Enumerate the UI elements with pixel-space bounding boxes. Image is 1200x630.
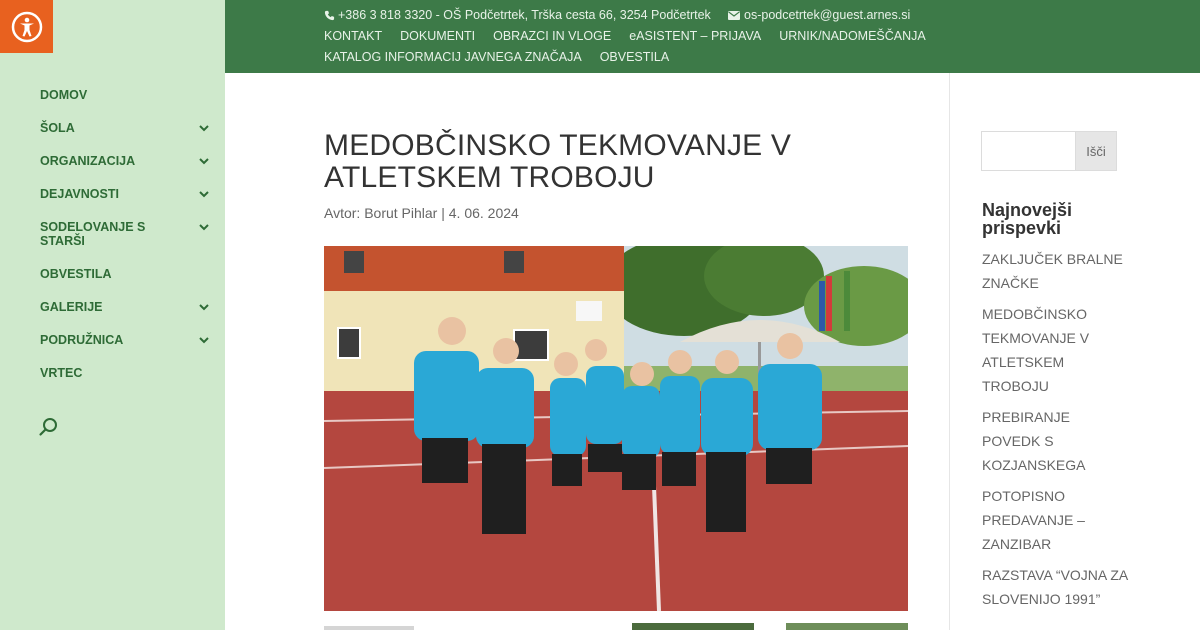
- mail-icon: [728, 11, 740, 20]
- sidebar-item-sola[interactable]: ŠOLA: [40, 121, 210, 135]
- phone-icon: [324, 10, 335, 21]
- search-button[interactable]: Išči: [1075, 131, 1117, 171]
- search-input[interactable]: [981, 131, 1075, 171]
- sidebar-item-sodelovanje[interactable]: SODELOVANJE S STARŠI: [40, 220, 210, 248]
- accessibility-icon: [11, 11, 43, 43]
- contact-email[interactable]: [728, 8, 910, 22]
- sidebar-item-domov[interactable]: DOMOV: [40, 88, 88, 102]
- chevron-down-icon[interactable]: [198, 122, 210, 134]
- chevron-down-icon[interactable]: [198, 221, 210, 233]
- chevron-down-icon[interactable]: [198, 155, 210, 167]
- search-icon[interactable]: [38, 416, 60, 438]
- top-nav-easistent[interactable]: eASISTENT – PRIJAVA: [629, 29, 762, 43]
- article-title: MEDOBČINSKO TEKMOVANJE V ATLETSKEM TROBOJU: [324, 129, 792, 194]
- top-nav-obrazci[interactable]: OBRAZCI IN VLOGE: [493, 29, 612, 43]
- top-header: [225, 0, 1200, 73]
- top-nav-dokumenti[interactable]: DOKUMENTI: [400, 29, 476, 43]
- main-nav: [40, 88, 210, 399]
- top-nav: [324, 29, 1024, 64]
- top-nav-kontakt[interactable]: KONTAKT: [324, 29, 383, 43]
- sidebar-item-podruznica[interactable]: PODRUŽNICA: [40, 333, 210, 347]
- chevron-down-icon[interactable]: [198, 334, 210, 346]
- sidebar-item-galerije[interactable]: GALERIJE: [40, 300, 210, 314]
- recent-post-link[interactable]: POTOPISNO PREDAVANJE – ZANZIBAR: [982, 488, 1085, 552]
- caption-partial: [324, 626, 414, 630]
- recent-posts-list: [982, 247, 1132, 618]
- contact-email-text: os-podcetrtek@guest.arnes.si: [744, 8, 911, 22]
- recent-post-link[interactable]: ZAKLJUČEK BRALNE ZNAČKE: [982, 251, 1123, 291]
- gallery-thumbnail[interactable]: [632, 623, 754, 630]
- sidebar-item-vrtec[interactable]: VRTEC: [40, 366, 83, 380]
- sidebar-search: [981, 131, 1117, 171]
- team-photo-illustration: [324, 246, 908, 611]
- content-divider: [949, 73, 950, 630]
- contact-phone: [324, 8, 711, 22]
- recent-post-link[interactable]: RAZSTAVA “VOJNA ZA SLOVENIJO 1991”: [982, 567, 1128, 607]
- recent-post-link[interactable]: MEDOBČINSKO TEKMOVANJE V ATLETSKEM TROBOJU: [982, 306, 1090, 394]
- recent-post-link[interactable]: PREBIRANJE POVEDK S KOZJANSKEGA: [982, 409, 1086, 473]
- chevron-down-icon[interactable]: [198, 301, 210, 313]
- recent-posts-title: Najnovejši prispevki: [982, 200, 1073, 238]
- top-nav-obvestila[interactable]: OBVESTILA: [599, 50, 670, 64]
- article-meta: Avtor: Borut Pihlar | 4. 06. 2024: [324, 205, 519, 221]
- chevron-down-icon[interactable]: [198, 188, 210, 200]
- sidebar-item-obvestila[interactable]: OBVESTILA: [40, 267, 112, 281]
- contact-phone-text: +386 3 818 3320 - OŠ Podčetrtek, Trška cesta 66, 3254 Podčetrtek: [338, 8, 711, 22]
- top-nav-urnik[interactable]: URNIK/NADOMEŠČANJA: [779, 29, 926, 43]
- sidebar-item-organizacija[interactable]: ORGANIZACIJA: [40, 154, 210, 168]
- accessibility-button[interactable]: [0, 0, 53, 53]
- gallery-thumbnail[interactable]: [786, 623, 908, 630]
- left-sidebar: [0, 0, 225, 630]
- top-nav-katalog[interactable]: KATALOG INFORMACIJ JAVNEGA ZNAČAJA: [324, 50, 582, 64]
- article-photo[interactable]: [324, 246, 908, 611]
- sidebar-item-dejavnosti[interactable]: DEJAVNOSTI: [40, 187, 210, 201]
